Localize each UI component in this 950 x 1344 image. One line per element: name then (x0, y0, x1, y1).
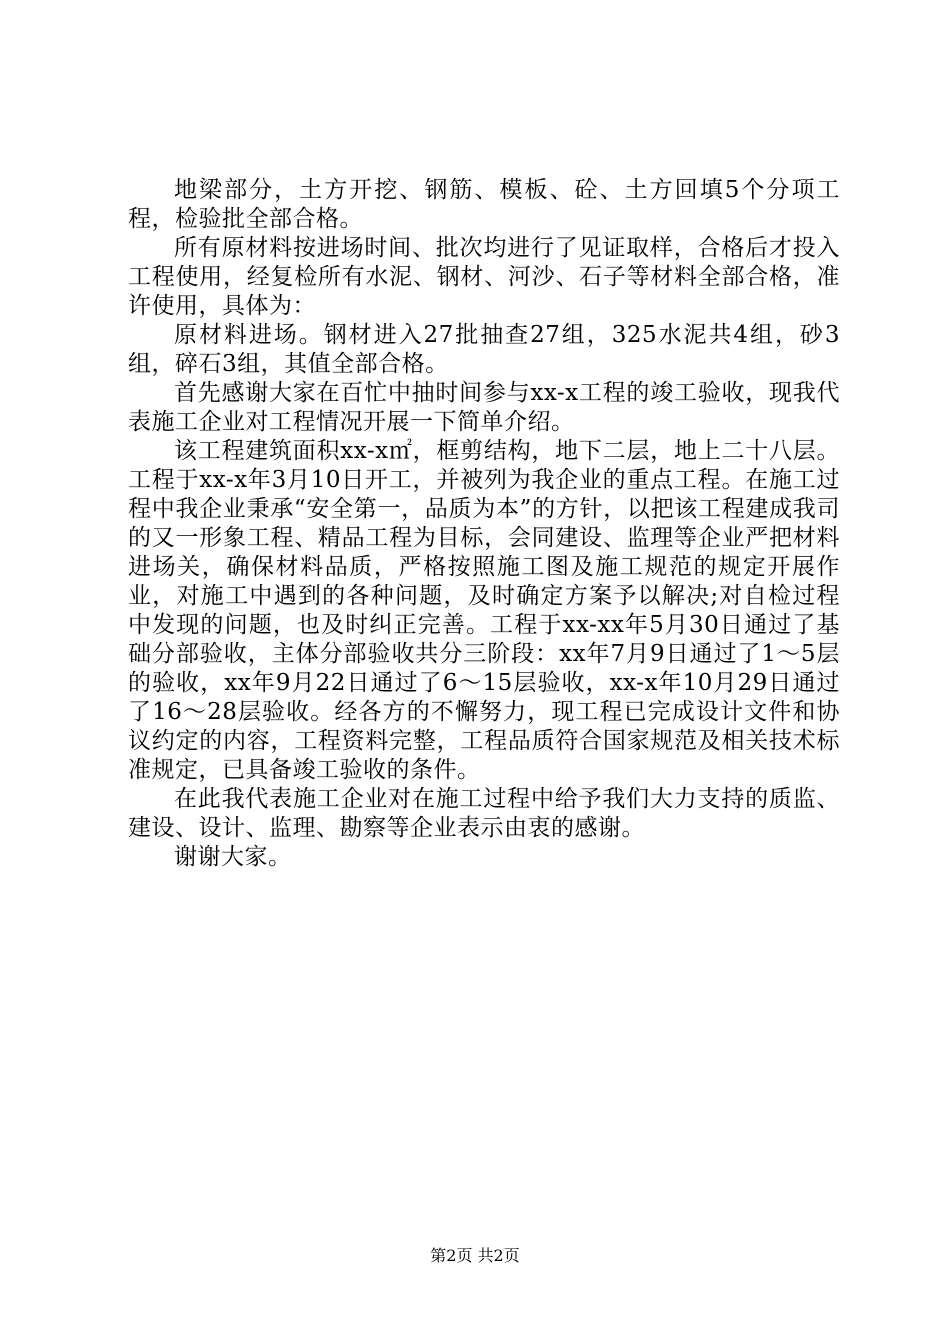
paragraph-material-entry: 原材料进场。钢材进入27批抽查27组，325水泥共4组，砂3组，碎石3组，其值全部合格。 (128, 322, 840, 377)
document-body (128, 176, 840, 872)
paragraph-material-sampling: 所有原材料按进场时间、批次均进行了见证取样，合格后才投入工程使用，经复检所有水泥、钢材、河沙、石子等材料全部合格，准许使用，具体为： (128, 235, 840, 319)
paragraph-closing: 谢谢大家。 (174, 844, 292, 870)
paragraph-foundation-beams: 地梁部分，土方开挖、钢筋、模板、砼、土方回填5个分项工程，检验批全部合格。 (128, 177, 840, 232)
page-number-footer: 第2页 共2页 (430, 1246, 520, 1265)
paragraph-project-overview: 该工程建筑面积xx-x㎡，框剪结构，地下二层，地上二十八层。工程于xx-x年3月10日开工，并被列为我企业的重点工程。在施工过程中我企业秉承“安全第一，品质为本”的方针，以把该工程建成我司的又一形象工程、精品工程为目标，会同建设、监理等企业严把材料进场关，确保材料品质，严格按照施工图及施工规范的规定开展作业，对施工中遇到的各种问题，及时确定方案予以解决;对自检过程中发现的问题，也及时纠正完善。工程于xx-xx年5月30日通过了基础分部验收，主体分部验收共分三阶段：xx年7月9日通过了1～5层的验收，xx年9月22日通过了6～15层验收，xx-x年10月29日通过了16～28层验收。经各方的不懈努力，现工程已完成设计文件和协议约定的内容，工程资料完整，工程品质符合国家规范及相关技术标准规定，已具备竣工验收的条件。 (128, 438, 840, 783)
paragraph-opening-thanks: 首先感谢大家在百忙中抽时间参与xx-x工程的竣工验收，现我代表施工企业对工程情况开展一下简单介绍。 (128, 380, 840, 435)
paragraph-gratitude: 在此我代表施工企业对在施工过程中给予我们大力支持的质监、建设、设计、监理、勘察等企业表示由衷的感谢。 (128, 786, 840, 841)
